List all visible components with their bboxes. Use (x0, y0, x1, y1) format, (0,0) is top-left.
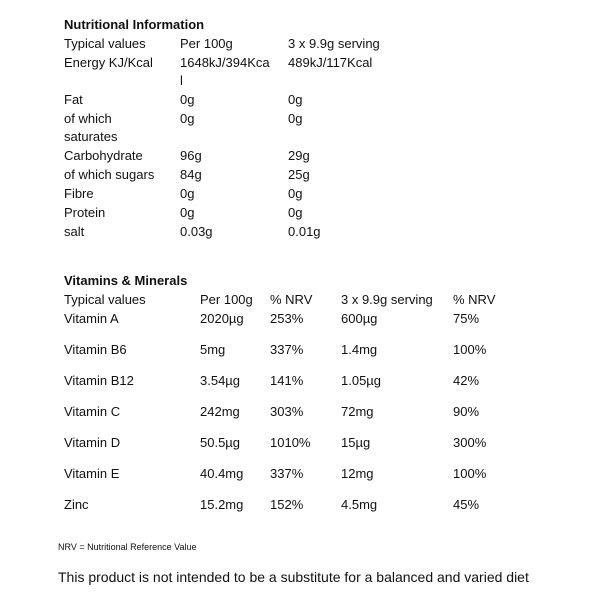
vitamins-row-label: Zinc (64, 497, 89, 512)
vitamins-row-serving: 15µg (341, 435, 371, 450)
vitamins-row-label: Vitamin D (64, 435, 121, 450)
vitamins-row-nrvserving: 100% (453, 342, 487, 357)
nutrition-row-label: of which (64, 111, 112, 126)
nutrition-row-serving: 0.01g (288, 224, 321, 239)
nutrition-row-per100: 0g (180, 92, 195, 107)
nutrition-row-label: Fibre (64, 186, 94, 201)
nutrition-row-serving: 489kJ/117Kcal (288, 55, 373, 70)
vitamins-row-nrvserving: 100% (453, 466, 487, 481)
nutrition-row-per100: 0g (180, 205, 195, 220)
vitamins-row-nrv100: 141% (270, 373, 304, 388)
vitamins-row-nrvserving: 42% (453, 373, 480, 388)
nrv-footnote: NRV = Nutritional Reference Value (58, 542, 197, 552)
nutrition-row-per100: 84g (180, 167, 202, 182)
nutrition-row-serving: 0g (288, 111, 303, 126)
vitamins-row-serving: 1.4mg (341, 342, 378, 357)
vitamins-row-nrv100: 152% (270, 497, 304, 512)
nutrition-row-serving: 0g (288, 205, 303, 220)
nutrition-header-serving: 3 x 9.9g serving (288, 36, 380, 51)
vitamins-header-nrvserving: % NRV (453, 292, 496, 307)
vitamins-row-per100: 242mg (200, 404, 240, 419)
nutrition-row-label: Protein (64, 205, 106, 220)
vitamins-header-label: Typical values (64, 292, 146, 307)
vitamins-row-label: Vitamin E (64, 466, 120, 481)
nutrition-row-per100: 0.03g (180, 224, 213, 239)
nutrition-header-per100: Per 100g (180, 36, 233, 51)
nutrition-row-label: of which sugars (64, 167, 155, 182)
nutrition-row-per100: 1648kJ/394Kca (180, 55, 270, 70)
vitamins-row-nrv100: 337% (270, 466, 304, 481)
vitamins-title: Vitamins & Minerals (64, 273, 188, 288)
vitamins-row-label: Vitamin B12 (64, 373, 134, 388)
vitamins-row-nrv100: 337% (270, 342, 304, 357)
vitamins-row-label: Vitamin B6 (64, 342, 127, 357)
vitamins-row-nrvserving: 300% (453, 435, 487, 450)
vitamins-row-label: Vitamin A (64, 311, 119, 326)
vitamins-row-nrv100: 253% (270, 311, 304, 326)
vitamins-header-serving: 3 x 9.9g serving (341, 292, 433, 307)
vitamins-row-nrv100: 303% (270, 404, 304, 419)
nutrition-row-serving: 0g (288, 92, 303, 107)
nutrition-row-serving: 29g (288, 148, 310, 163)
vitamins-row-per100: 3.54µg (200, 373, 241, 388)
vitamins-row-serving: 4.5mg (341, 497, 378, 512)
vitamins-header-nrv100: % NRV (270, 292, 313, 307)
vitamins-header-per100: Per 100g (200, 292, 253, 307)
vitamins-row-per100: 2020µg (200, 311, 244, 326)
nutrition-title: Nutritional Information (64, 17, 205, 32)
nutrition-row-label: Fat (64, 92, 83, 107)
vitamins-row-nrv100: 1010% (270, 435, 311, 450)
nutrition-row-label: salt (64, 224, 85, 239)
vitamins-row-per100: 40.4mg (200, 466, 244, 481)
vitamins-row-per100: 15.2mg (200, 497, 244, 512)
nutrition-row-per100-continued: l (180, 73, 183, 88)
vitamins-row-serving: 600µg (341, 311, 378, 326)
vitamins-row-nrvserving: 45% (453, 497, 480, 512)
vitamins-row-per100: 50.5µg (200, 435, 241, 450)
nutrition-row-per100: 0g (180, 186, 195, 201)
nutrition-header-label: Typical values (64, 36, 146, 51)
nutrition-row-label: Carbohydrate (64, 148, 143, 163)
vitamins-row-serving: 72mg (341, 404, 374, 419)
disclaimer-text: This product is not intended to be a substitute for a balanced and varied diet (58, 569, 529, 585)
nutrition-row-per100: 96g (180, 148, 202, 163)
vitamins-row-serving: 1.05µg (341, 373, 382, 388)
vitamins-row-nrvserving: 90% (453, 404, 480, 419)
nutrition-row-label: Energy KJ/Kcal (64, 55, 153, 70)
nutrition-row-serving: 25g (288, 167, 310, 182)
nutrition-row-label-continued: saturates (64, 129, 118, 144)
vitamins-row-nrvserving: 75% (453, 311, 480, 326)
vitamins-row-serving: 12mg (341, 466, 374, 481)
vitamins-row-label: Vitamin C (64, 404, 121, 419)
nutrition-row-per100: 0g (180, 111, 195, 126)
vitamins-row-per100: 5mg (200, 342, 226, 357)
nutrition-row-serving: 0g (288, 186, 303, 201)
